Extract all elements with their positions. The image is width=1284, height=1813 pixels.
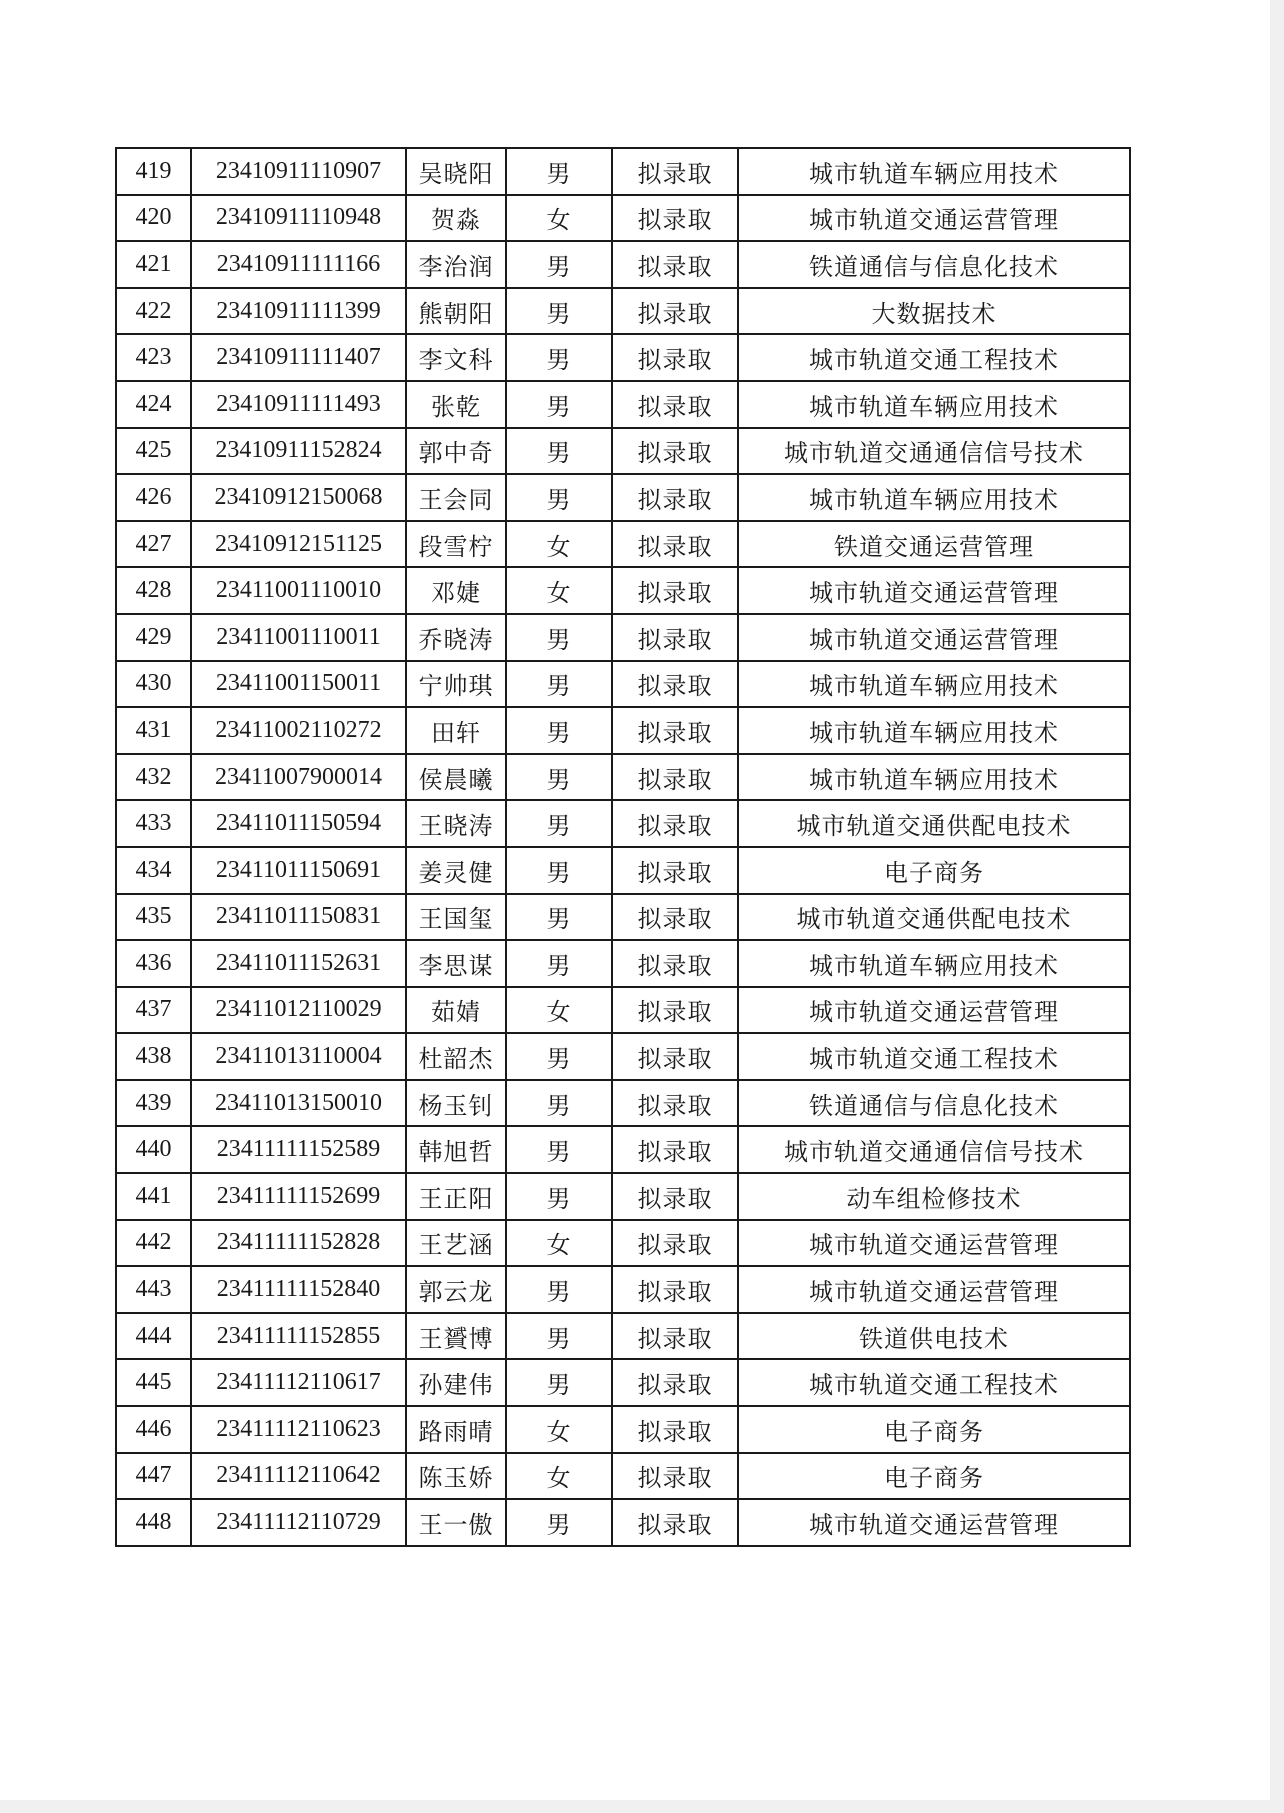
candidate-id-cell: 23410911111166 [191,241,406,288]
student-name-cell: 陈玉娇 [406,1453,506,1500]
major-cell: 城市轨道交通运营管理 [738,195,1130,242]
row-number-cell: 447 [116,1453,191,1500]
candidate-id-cell: 23410912151125 [191,521,406,568]
table-row [116,1453,1130,1500]
table-row [116,894,1130,941]
gender-cell: 女 [506,567,612,614]
admission-status-cell: 拟录取 [612,288,738,335]
major-cell: 城市轨道车辆应用技术 [738,940,1130,987]
major-cell: 城市轨道车辆应用技术 [738,381,1130,428]
table-row [116,1406,1130,1453]
table-row [116,707,1130,754]
admission-status-cell: 拟录取 [612,940,738,987]
student-name-cell: 杨玉钊 [406,1080,506,1127]
table-row [116,940,1130,987]
row-number-cell: 419 [116,148,191,195]
major-cell: 铁道交通运营管理 [738,521,1130,568]
admission-status-cell: 拟录取 [612,1313,738,1360]
gender-cell: 男 [506,1033,612,1080]
table-row [116,1499,1130,1546]
row-number-cell: 430 [116,661,191,708]
student-name-cell: 王晓涛 [406,800,506,847]
candidate-id-cell: 23411007900014 [191,754,406,801]
admission-table-body [116,148,1130,1546]
admission-table [115,147,1131,1547]
admission-status-cell: 拟录取 [612,148,738,195]
student-name-cell: 侯晨曦 [406,754,506,801]
gender-cell: 男 [506,1080,612,1127]
table-row [116,567,1130,614]
table-row [116,661,1130,708]
admission-status-cell: 拟录取 [612,241,738,288]
admission-status-cell: 拟录取 [612,474,738,521]
gender-cell: 男 [506,288,612,335]
table-row [116,800,1130,847]
table-row [116,614,1130,661]
candidate-id-cell: 23411111152855 [191,1313,406,1360]
table-row [116,381,1130,428]
table-row [116,754,1130,801]
student-name-cell: 熊朝阳 [406,288,506,335]
gender-cell: 男 [506,754,612,801]
admission-status-cell: 拟录取 [612,894,738,941]
row-number-cell: 420 [116,195,191,242]
table-row [116,1126,1130,1173]
admission-status-cell: 拟录取 [612,334,738,381]
gender-cell: 女 [506,987,612,1034]
major-cell: 大数据技术 [738,288,1130,335]
admission-status-cell: 拟录取 [612,1453,738,1500]
candidate-id-cell: 23410911110948 [191,195,406,242]
student-name-cell: 王国玺 [406,894,506,941]
admission-status-cell: 拟录取 [612,1126,738,1173]
admission-status-cell: 拟录取 [612,614,738,661]
admission-status-cell: 拟录取 [612,428,738,475]
admission-status-cell: 拟录取 [612,381,738,428]
row-number-cell: 424 [116,381,191,428]
row-number-cell: 440 [116,1126,191,1173]
gender-cell: 女 [506,1220,612,1267]
candidate-id-cell: 23410911111407 [191,334,406,381]
major-cell: 动车组检修技术 [738,1173,1130,1220]
gender-cell: 男 [506,334,612,381]
major-cell: 城市轨道交通供配电技术 [738,800,1130,847]
row-number-cell: 429 [116,614,191,661]
candidate-id-cell: 23411011150594 [191,800,406,847]
student-name-cell: 路雨晴 [406,1406,506,1453]
major-cell: 城市轨道交通通信信号技术 [738,1126,1130,1173]
candidate-id-cell: 23411011150831 [191,894,406,941]
major-cell: 电子商务 [738,1453,1130,1500]
table-row [116,1359,1130,1406]
admission-status-cell: 拟录取 [612,707,738,754]
major-cell: 城市轨道交通运营管理 [738,614,1130,661]
table-row [116,195,1130,242]
major-cell: 铁道通信与信息化技术 [738,1080,1130,1127]
student-name-cell: 李治润 [406,241,506,288]
major-cell: 城市轨道交通运营管理 [738,1220,1130,1267]
table-row [116,148,1130,195]
gender-cell: 男 [506,1499,612,1546]
row-number-cell: 422 [116,288,191,335]
major-cell: 电子商务 [738,1406,1130,1453]
admission-status-cell: 拟录取 [612,987,738,1034]
row-number-cell: 438 [116,1033,191,1080]
candidate-id-cell: 23411111152840 [191,1266,406,1313]
gender-cell: 男 [506,1173,612,1220]
major-cell: 城市轨道交通工程技术 [738,1359,1130,1406]
admission-status-cell: 拟录取 [612,1220,738,1267]
row-number-cell: 443 [116,1266,191,1313]
major-cell: 城市轨道交通运营管理 [738,1266,1130,1313]
row-number-cell: 427 [116,521,191,568]
student-name-cell: 郭中奇 [406,428,506,475]
gender-cell: 男 [506,661,612,708]
student-name-cell: 吴晓阳 [406,148,506,195]
candidate-id-cell: 23411112110623 [191,1406,406,1453]
table-row [116,987,1130,1034]
row-number-cell: 441 [116,1173,191,1220]
student-name-cell: 姜灵健 [406,847,506,894]
table-row [116,428,1130,475]
student-name-cell: 李思谋 [406,940,506,987]
student-name-cell: 韩旭哲 [406,1126,506,1173]
student-name-cell: 杜韶杰 [406,1033,506,1080]
gender-cell: 男 [506,940,612,987]
student-name-cell: 王贇博 [406,1313,506,1360]
row-number-cell: 432 [116,754,191,801]
major-cell: 城市轨道车辆应用技术 [738,474,1130,521]
candidate-id-cell: 23411011150691 [191,847,406,894]
candidate-id-cell: 23411111152699 [191,1173,406,1220]
major-cell: 电子商务 [738,847,1130,894]
major-cell: 城市轨道交通供配电技术 [738,894,1130,941]
admission-status-cell: 拟录取 [612,1080,738,1127]
candidate-id-cell: 23411012110029 [191,987,406,1034]
table-row [116,1033,1130,1080]
admission-status-cell: 拟录取 [612,567,738,614]
row-number-cell: 431 [116,707,191,754]
gender-cell: 男 [506,241,612,288]
row-number-cell: 444 [116,1313,191,1360]
admission-status-cell: 拟录取 [612,195,738,242]
table-row [116,1220,1130,1267]
table-row [116,334,1130,381]
row-number-cell: 448 [116,1499,191,1546]
major-cell: 城市轨道交通运营管理 [738,567,1130,614]
table-row [116,1266,1130,1313]
student-name-cell: 孙建伟 [406,1359,506,1406]
major-cell: 城市轨道车辆应用技术 [738,754,1130,801]
gender-cell: 男 [506,1266,612,1313]
gender-cell: 女 [506,1406,612,1453]
candidate-id-cell: 23411002110272 [191,707,406,754]
candidate-id-cell: 23411013150010 [191,1080,406,1127]
row-number-cell: 437 [116,987,191,1034]
gender-cell: 男 [506,428,612,475]
gender-cell: 男 [506,847,612,894]
table-row [116,474,1130,521]
student-name-cell: 张乾 [406,381,506,428]
student-name-cell: 王正阳 [406,1173,506,1220]
row-number-cell: 435 [116,894,191,941]
student-name-cell: 茹婧 [406,987,506,1034]
candidate-id-cell: 23411001110010 [191,567,406,614]
candidate-id-cell: 23411111152828 [191,1220,406,1267]
candidate-id-cell: 23411001110011 [191,614,406,661]
row-number-cell: 439 [116,1080,191,1127]
gender-cell: 男 [506,474,612,521]
major-cell: 城市轨道车辆应用技术 [738,707,1130,754]
student-name-cell: 段雪柠 [406,521,506,568]
student-name-cell: 乔晓涛 [406,614,506,661]
table-row [116,521,1130,568]
gender-cell: 男 [506,1313,612,1360]
major-cell: 城市轨道交通运营管理 [738,1499,1130,1546]
student-name-cell: 郭云龙 [406,1266,506,1313]
candidate-id-cell: 23411112110729 [191,1499,406,1546]
candidate-id-cell: 23411013110004 [191,1033,406,1080]
row-number-cell: 445 [116,1359,191,1406]
major-cell: 城市轨道交通工程技术 [738,1033,1130,1080]
student-name-cell: 王艺涵 [406,1220,506,1267]
candidate-id-cell: 23411112110617 [191,1359,406,1406]
admission-status-cell: 拟录取 [612,754,738,801]
student-name-cell: 贺淼 [406,195,506,242]
gender-cell: 女 [506,1453,612,1500]
admission-status-cell: 拟录取 [612,1033,738,1080]
admission-status-cell: 拟录取 [612,1173,738,1220]
admission-status-cell: 拟录取 [612,1406,738,1453]
major-cell: 城市轨道交通通信信号技术 [738,428,1130,475]
row-number-cell: 436 [116,940,191,987]
row-number-cell: 434 [116,847,191,894]
student-name-cell: 田轩 [406,707,506,754]
candidate-id-cell: 23411112110642 [191,1453,406,1500]
gender-cell: 男 [506,148,612,195]
student-name-cell: 宁帅琪 [406,661,506,708]
table-row [116,1080,1130,1127]
major-cell: 城市轨道交通工程技术 [738,334,1130,381]
row-number-cell: 421 [116,241,191,288]
gender-cell: 男 [506,614,612,661]
major-cell: 铁道供电技术 [738,1313,1130,1360]
table-row [116,241,1130,288]
row-number-cell: 446 [116,1406,191,1453]
row-number-cell: 442 [116,1220,191,1267]
candidate-id-cell: 23410911111399 [191,288,406,335]
candidate-id-cell: 23411001150011 [191,661,406,708]
admission-status-cell: 拟录取 [612,1359,738,1406]
candidate-id-cell: 23410911110907 [191,148,406,195]
table-row [116,847,1130,894]
candidate-id-cell: 23411111152589 [191,1126,406,1173]
admission-status-cell: 拟录取 [612,800,738,847]
gender-cell: 男 [506,1126,612,1173]
table-row [116,288,1130,335]
candidate-id-cell: 23410912150068 [191,474,406,521]
gender-cell: 男 [506,707,612,754]
gender-cell: 女 [506,195,612,242]
admission-status-cell: 拟录取 [612,1499,738,1546]
candidate-id-cell: 23410911111493 [191,381,406,428]
student-name-cell: 王一傲 [406,1499,506,1546]
student-name-cell: 邓婕 [406,567,506,614]
student-name-cell: 王会同 [406,474,506,521]
major-cell: 城市轨道交通运营管理 [738,987,1130,1034]
admission-status-cell: 拟录取 [612,1266,738,1313]
admission-status-cell: 拟录取 [612,521,738,568]
student-name-cell: 李文科 [406,334,506,381]
gender-cell: 男 [506,894,612,941]
row-number-cell: 433 [116,800,191,847]
gender-cell: 男 [506,381,612,428]
row-number-cell: 426 [116,474,191,521]
major-cell: 铁道通信与信息化技术 [738,241,1130,288]
admission-status-cell: 拟录取 [612,661,738,708]
gender-cell: 男 [506,800,612,847]
admission-status-cell: 拟录取 [612,847,738,894]
row-number-cell: 423 [116,334,191,381]
major-cell: 城市轨道车辆应用技术 [738,661,1130,708]
row-number-cell: 425 [116,428,191,475]
gender-cell: 女 [506,521,612,568]
candidate-id-cell: 23410911152824 [191,428,406,475]
major-cell: 城市轨道车辆应用技术 [738,148,1130,195]
table-row [116,1173,1130,1220]
gender-cell: 男 [506,1359,612,1406]
candidate-id-cell: 23411011152631 [191,940,406,987]
table-row [116,1313,1130,1360]
row-number-cell: 428 [116,567,191,614]
